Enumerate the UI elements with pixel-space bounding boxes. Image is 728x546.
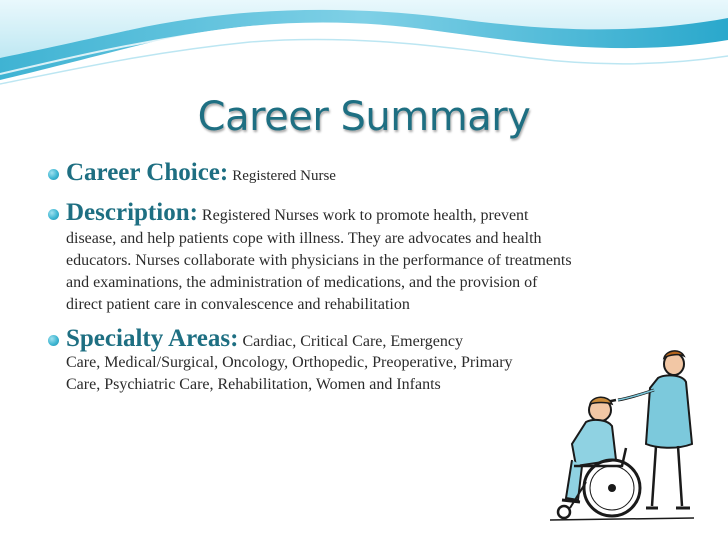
specialty-line: Care, Medical/Surgical, Oncology, Orthopedic, Preoperative, Primary [66,354,513,371]
bullet-icon [48,169,59,180]
nurse-pushing-wheelchair-icon [546,348,696,523]
description-line: direct patient care in convalescence and rehabilitation [66,296,410,313]
description-line: disease, and help patients cope with illness. They are advocates and health [66,230,542,247]
item-text: Cardiac, Critical Care, Emergency [242,333,463,350]
item-heading: Description: [66,199,198,226]
item-heading: Specialty Areas: [66,325,239,352]
item-text: Registered Nurse [232,168,336,184]
description-line: educators. Nurses collaborate with physicians in the performance of treatments [66,252,572,269]
specialty-line: Care, Psychiatric Care, Rehabilitation, Women and Infants [66,376,441,393]
slide-title: Career Summary [197,94,531,140]
bullet-icon [48,335,59,346]
list-item-first-line [66,159,336,187]
list-item-first-line [66,199,529,227]
bullet-icon [48,209,59,220]
item-heading: Career Choice: [66,159,229,186]
item-text: Registered Nurses work to promote health, prevent [201,207,529,224]
header-wave-decoration [0,0,728,100]
list-item-first-line [66,325,463,353]
description-line: and examinations, the administration of medications, and the provision of [66,274,538,291]
